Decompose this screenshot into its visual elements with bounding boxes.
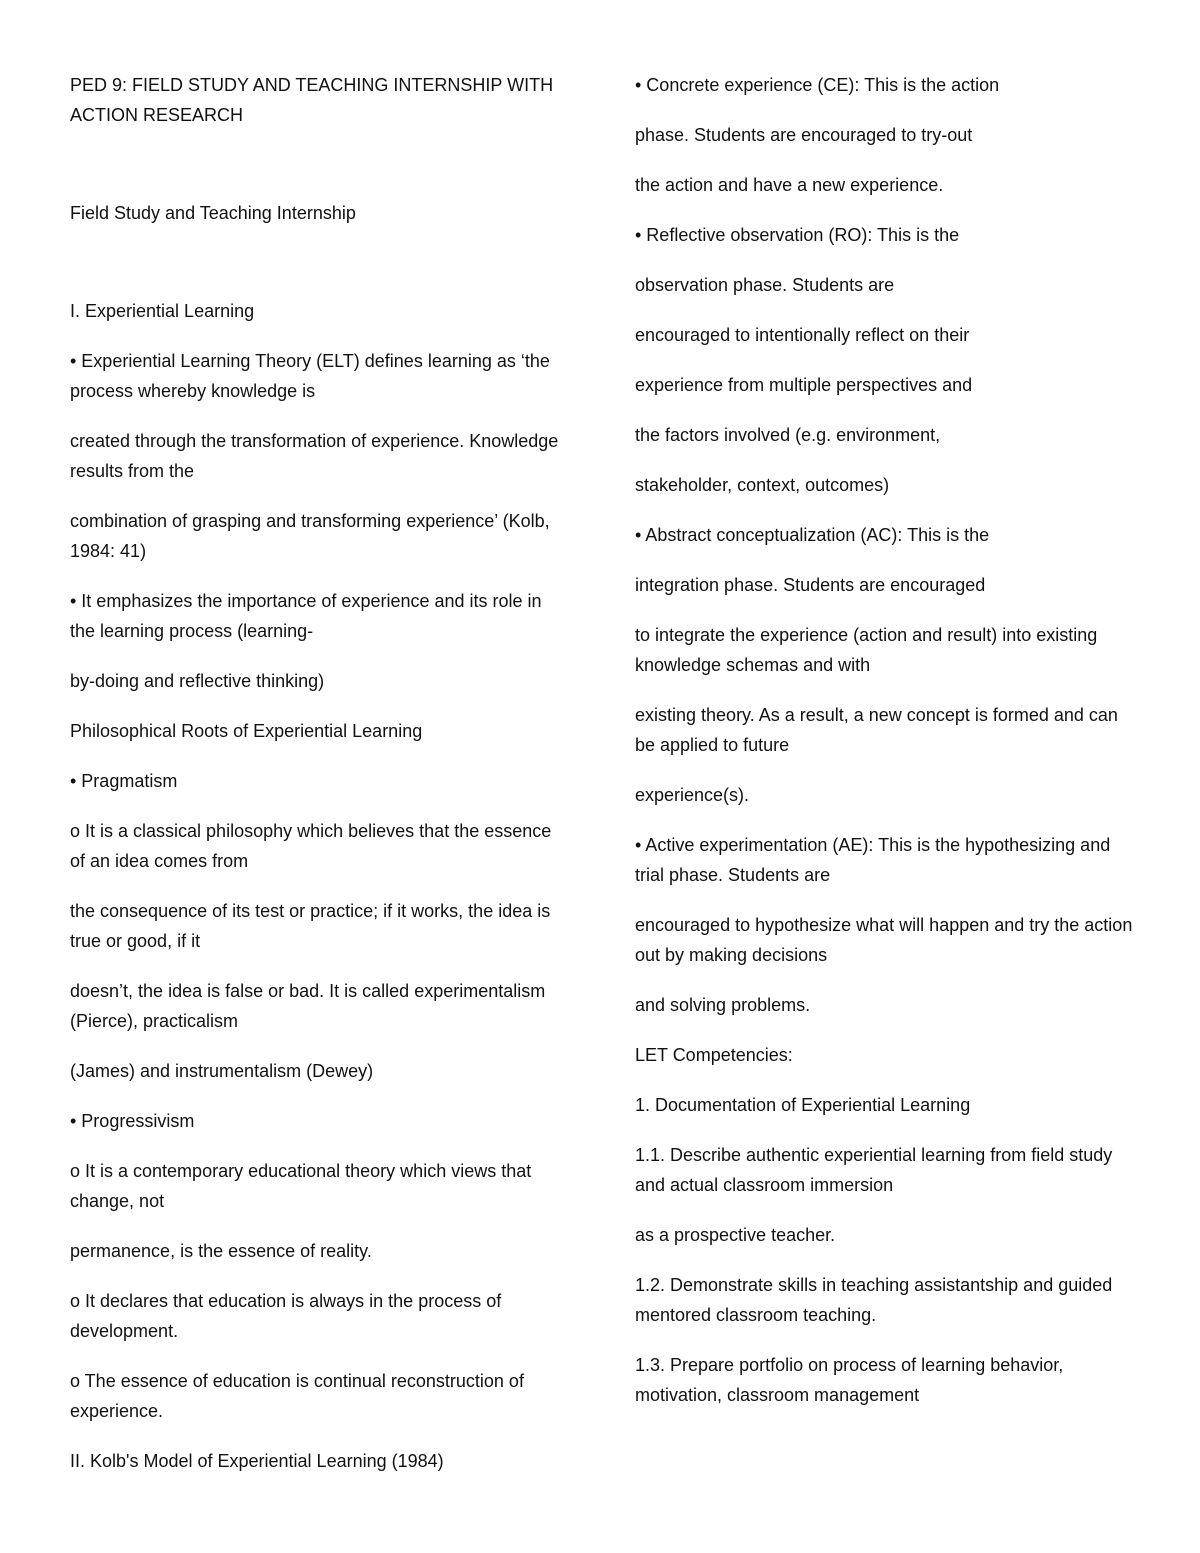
document-title-line-2: ACTION RESEARCH [70, 105, 244, 125]
document-title-line-1: PED 9: FIELD STUDY AND TEACHING INTERNSHIP WITH [70, 75, 554, 95]
paragraph: combination of grasping and transforming experience’ (Kolb, 1984: 41) [70, 511, 555, 561]
paragraph: o It is a contemporary educational theory which views that change, not [70, 1161, 537, 1211]
competency-item: 1.3. Prepare portfolio on process of learning behavior, motivation, classroom management [635, 1355, 1069, 1405]
paragraph: o It declares that education is always in the process of development. [70, 1291, 507, 1341]
paragraph: existing theory. As a result, a new concept is formed and can be applied to future [635, 705, 1123, 755]
subheading-let-competencies: LET Competencies: [635, 1045, 793, 1065]
subheading-philosophical-roots: Philosophical Roots of Experiential Learning [70, 721, 423, 741]
paragraph: created through the transformation of experience. Knowledge results from the [70, 431, 564, 481]
paragraph: by-doing and reflective thinking) [70, 671, 325, 691]
paragraph: the action and have a new experience. [635, 175, 944, 195]
paragraph: o It is a classical philosophy which believes that the essence of an idea comes from [70, 821, 557, 871]
paragraph: (James) and instrumentalism (Dewey) [70, 1061, 374, 1081]
paragraph: integration phase. Students are encouraged [635, 575, 986, 595]
bullet-pragmatism: • Pragmatism [70, 771, 178, 791]
paragraph: to integrate the experience (action and result) into existing knowledge schemas and with [635, 625, 1103, 675]
paragraph: observation phase. Students are [635, 275, 895, 295]
right-column [635, 70, 1138, 1430]
bullet-concrete-experience: • Concrete experience (CE): This is the action [635, 75, 1000, 95]
paragraph: as a prospective teacher. [635, 1225, 836, 1245]
paragraph: and solving problems. [635, 995, 811, 1015]
document-subtitle: Field Study and Teaching Internship [70, 203, 356, 223]
section-heading-experiential-learning: I. Experiential Learning [70, 301, 255, 321]
bullet-reflective-observation: • Reflective observation (RO): This is the [635, 225, 960, 245]
paragraph: encouraged to intentionally reflect on their [635, 325, 970, 345]
paragraph: doesn’t, the idea is false or bad. It is called experimentalism (Pierce), practicalism [70, 981, 551, 1031]
paragraph: the factors involved (e.g. environment, [635, 425, 941, 445]
section-heading-kolb-model: II. Kolb's Model of Experiential Learning (1984) [70, 1451, 444, 1471]
paragraph: experience(s). [635, 785, 750, 805]
competency-item: 1. Documentation of Experiential Learning [635, 1095, 971, 1115]
paragraph: the consequence of its test or practice; if it works, the idea is true or good, if it [70, 901, 556, 951]
paragraph: permanence, is the essence of reality. [70, 1241, 372, 1261]
paragraph: o The essence of education is continual reconstruction of experience. [70, 1371, 529, 1421]
paragraph: • It emphasizes the importance of experience and its role in the learning process (learning- [70, 591, 547, 641]
paragraph: experience from multiple perspectives and [635, 375, 973, 395]
competency-item: 1.1. Describe authentic experiential learning from field study and actual classroom immersion [635, 1145, 1118, 1195]
left-column [70, 70, 564, 1496]
bullet-abstract-conceptualization: • Abstract conceptualization (AC): This is the [635, 525, 990, 545]
paragraph: phase. Students are encouraged to try-out [635, 125, 973, 145]
bullet-progressivism: • Progressivism [70, 1111, 195, 1131]
paragraph: stakeholder, context, outcomes) [635, 475, 890, 495]
paragraph: • Experiential Learning Theory (ELT) defines learning as ‘the process whereby knowledge is [70, 351, 555, 401]
bullet-active-experimentation: • Active experimentation (AE): This is the hypothesizing and trial phase. Students are [635, 835, 1116, 885]
paragraph: encouraged to hypothesize what will happen and try the action out by making decisions [635, 915, 1138, 965]
competency-item: 1.2. Demonstrate skills in teaching assistantship and guided mentored classroom teaching. [635, 1275, 1118, 1325]
